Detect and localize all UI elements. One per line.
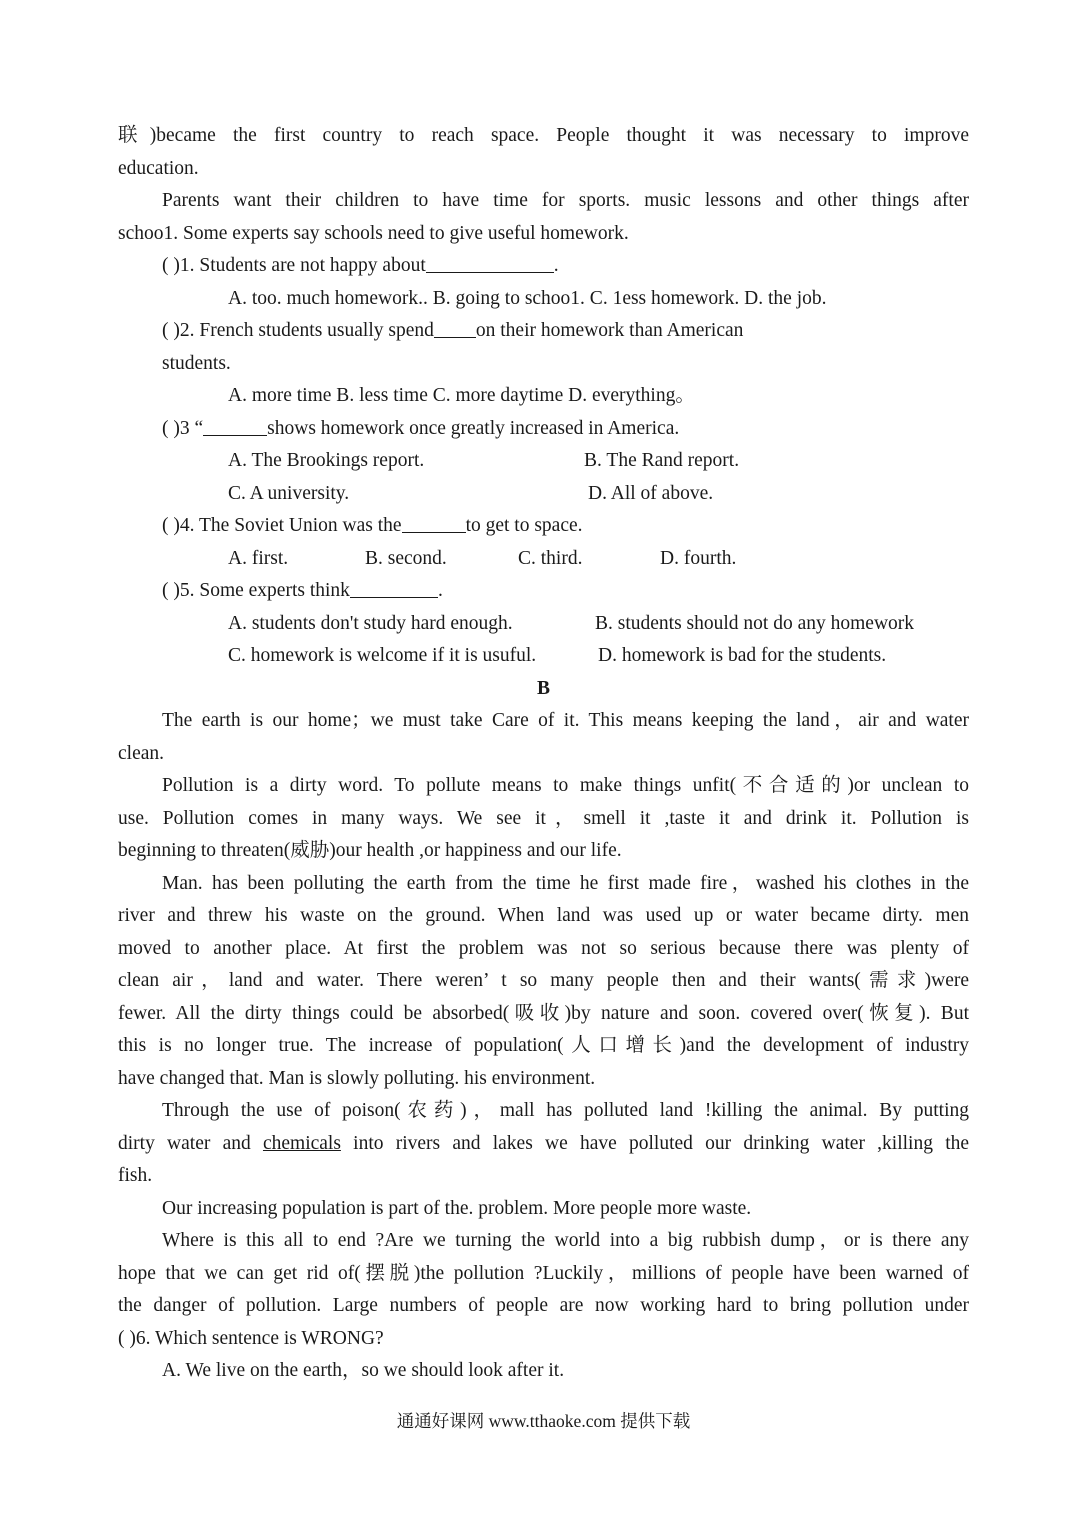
document-body — [118, 120, 969, 1388]
text-line: beginning to threaten(威胁)our health ,or happiness and our life. — [118, 840, 622, 861]
answer-blank — [434, 315, 476, 338]
text-line: clean air，land and water. There weren’ t so many people then and their wants(需求)were — [118, 970, 969, 991]
question-4: ( )4. The Soviet Union was the to get to space. — [118, 510, 969, 543]
text-line: have changed that. Man is slowly polluting. his environment. — [118, 1067, 596, 1089]
text-line: dirty water and chemicals into rivers and lakes we have polluted our drinking water ,killing the — [118, 1132, 969, 1154]
text-line: use. Pollution comes in many ways. We see it，smell it ,taste it and drink it. Pollution is — [118, 807, 969, 829]
answer-blank — [426, 250, 554, 273]
text-line: the danger of pollution. Large numbers of people are now working hard to bring pollution under — [118, 1295, 969, 1316]
text-line: this is no longer true. The increase of population(人口增长)and the development of industry — [118, 1035, 969, 1056]
question-4-options: A. first. B. second. C. third. D. fourth. — [228, 547, 737, 569]
answer-blank — [402, 510, 466, 533]
question-2: ( )2. French students usually spend on their homework than American — [118, 315, 969, 348]
question-1: ( )1. Students are not happy about . — [118, 250, 969, 283]
text-line: fewer. All the dirty things could be absorbed(吸收)by nature and soon. covered over(恢复). But — [118, 1002, 969, 1024]
text-line: education. — [118, 157, 199, 179]
question-3-options-cd: C. A university. D. All of above. — [228, 482, 714, 504]
question-5-options-ab: A. students don't study hard enough. B. students should not do any homework — [228, 612, 915, 634]
question-2-cont: students. — [162, 352, 231, 374]
answer-blank — [203, 413, 267, 436]
question-6-option-a: A. We live on the earth，so we should look after it. — [162, 1360, 565, 1381]
text-line: Where is this all to end ?Are we turning the world into a big rubbish dump，or is there any — [162, 1230, 969, 1251]
text-line: Pollution is a dirty word. To pollute means to make things unfit(不合适的)or unclean to — [162, 775, 969, 796]
section-heading: B — [536, 677, 550, 699]
text-line: hope that we can get rid of(摆脱)the pollution ?Luckily，millions of people have been warned of — [118, 1262, 969, 1284]
text-line: Through the use of poison(农药)，mall has polluted land !killing the animal. By putting — [162, 1100, 969, 1121]
question-3: ( )3 “ shows homework once greatly increased in America. — [118, 413, 969, 446]
page-footer: 通通好课网 www.tthaoke.com 提供下载 — [396, 1411, 691, 1431]
text-line: Man. has been polluting the earth from the time he first made fire，washed his clothes in the — [162, 872, 969, 894]
question-5-options-cd: C. homework is welcome if it is usuful. D. homework is bad for the students. — [228, 645, 887, 666]
text-line: The earth is our home；we must take Care of it. This means keeping the land，air and water — [162, 710, 969, 731]
question-3-options-ab: A. The Brookings report. B. The Rand report. — [228, 450, 740, 471]
question-2-options: A. more time B. less time C. more daytime D. everything。 — [228, 385, 695, 406]
text-line: moved to another place. At first the problem was not so serious because there was plenty of — [118, 937, 969, 959]
answer-blank — [350, 575, 438, 598]
underlined-word: chemicals — [262, 1132, 341, 1154]
question-6: ( )6. Which sentence is WRONG? — [118, 1327, 384, 1349]
text-line: Parents want their children to have time for sports. music lessons and other things after — [162, 190, 969, 211]
text-line: Our increasing population is part of the. problem. More people more waste. — [162, 1197, 752, 1219]
text-line: schoo1. Some experts say schools need to give useful homework. — [118, 222, 629, 244]
text-line: clean. — [118, 742, 165, 764]
question-1-options: A. too. much homework.. B. going to schoo1. C. 1ess homework. D. the job. — [228, 287, 827, 309]
text-line: 联)became the first country to reach space. People thought it was necessary to improve — [118, 125, 969, 146]
question-5: ( )5. Some experts think . — [118, 575, 969, 608]
text-line: fish. — [118, 1165, 153, 1186]
text-line: river and threw his waste on the ground. When land was used up or water became dirty. men — [118, 905, 969, 926]
